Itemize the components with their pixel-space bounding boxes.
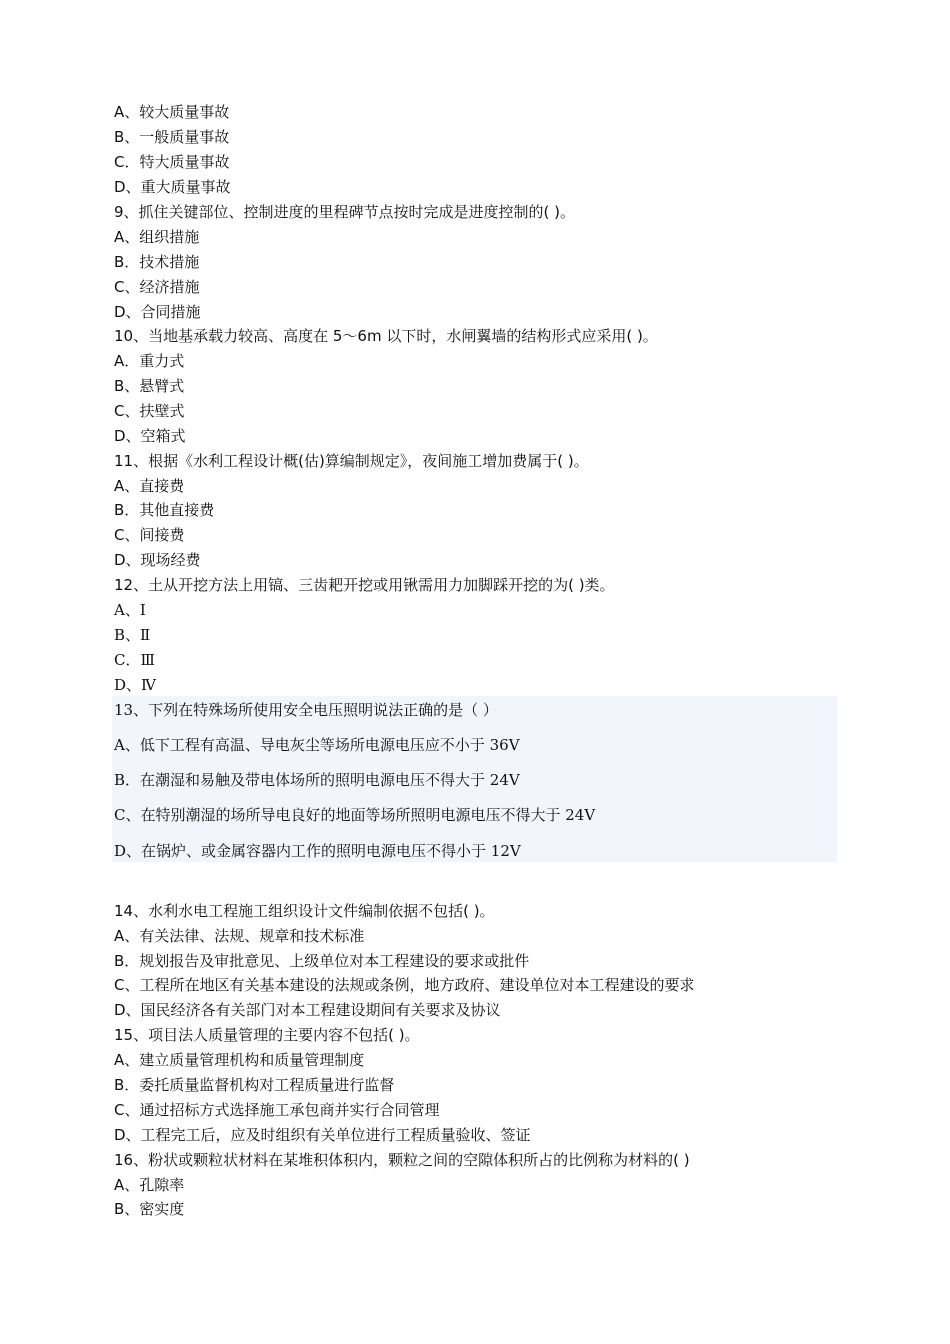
q10-option-d: D、空箱式 — [114, 427, 186, 445]
q10-option-b: B、悬臂式 — [114, 377, 185, 395]
q15-option-c: C、通过招标方式选择施工承包商并实行合同管理 — [114, 1101, 440, 1119]
q9-option-c: C、经济措施 — [114, 278, 200, 296]
q13-option-d: D、在锅炉、或金属容器内工作的照明电源电压不得小于 12V — [114, 842, 521, 860]
q12-option-c: C．Ⅲ — [114, 651, 155, 669]
q13-option-a: A、低下工程有高温、导电灰尘等场所电源电压应不小于 36V — [114, 736, 520, 754]
prev-option-d: D、重大质量事故 — [114, 178, 231, 196]
q14-option-a: A、有关法律、法规、规章和技术标准 — [114, 927, 365, 945]
q10-option-c: C、扶壁式 — [114, 402, 185, 420]
q14-option-b: B．规划报告及审批意见、上级单位对本工程建设的要求或批件 — [114, 952, 530, 970]
q12-option-d: D、Ⅳ — [114, 676, 157, 694]
prev-option-c: C．特大质量事故 — [114, 153, 230, 171]
q14-option-c: C、工程所在地区有关基本建设的法规或条例，地方政府、建设单位对本工程建设的要求 — [114, 976, 695, 994]
question-11: 11、根据《水利工程设计概(估)算编制规定》，夜间施工增加费属于( )。 — [114, 452, 589, 470]
prev-option-a: A、较大质量事故 — [114, 103, 230, 121]
prev-option-b: B、一般质量事故 — [114, 128, 230, 146]
q11-option-c: C、间接费 — [114, 526, 185, 544]
q9-option-b: B．技术措施 — [114, 253, 200, 271]
q12-option-b: B、Ⅱ — [114, 626, 151, 644]
q13-option-c: C、在特别潮湿的场所导电良好的地面等场所照明电源电压不得大于 24V — [114, 806, 596, 824]
question-13: 13、下列在特殊场所使用安全电压照明说法正确的是（ ） — [114, 701, 498, 719]
q11-option-d: D、现场经费 — [114, 551, 201, 569]
q15-option-a: A、建立质量管理机构和质量管理制度 — [114, 1051, 365, 1069]
question-15: 15、项目法人质量管理的主要内容不包括( )。 — [114, 1026, 420, 1044]
question-10: 10、当地基承载力较高、高度在 5～6m 以下时，水闸翼墙的结构形式应采用( )。 — [114, 327, 658, 345]
q10-option-a: A．重力式 — [114, 352, 185, 370]
q9-option-d: D、合同措施 — [114, 303, 201, 321]
q9-option-a: A、组织措施 — [114, 228, 200, 246]
question-12: 12、土从开挖方法上用镐、三齿耙开挖或用锹需用力加脚踩开挖的为( )类。 — [114, 576, 615, 594]
q11-option-b: B．其他直接费 — [114, 501, 215, 519]
q12-option-a: A、Ⅰ — [114, 601, 146, 619]
q14-option-d: D、国民经济各有关部门对本工程建设期间有关要求及协议 — [114, 1001, 501, 1019]
question-16: 16、粉状或颗粒状材料在某堆积体积内，颗粒之间的空隙体积所占的比例称为材料的( ) — [114, 1151, 690, 1169]
question-9: 9、抓住关键部位、控制进度的里程碑节点按时完成是进度控制的( )。 — [114, 203, 576, 221]
q13-option-b: B．在潮湿和易触及带电体场所的照明电源电压不得大于 24V — [114, 771, 520, 789]
question-14: 14、水利水电工程施工组织设计文件编制依据不包括( )。 — [114, 902, 495, 920]
q15-option-d: D、工程完工后，应及时组织有关单位进行工程质量验收、签证 — [114, 1126, 531, 1144]
q16-option-a: A、孔隙率 — [114, 1176, 185, 1194]
q11-option-a: A、直接费 — [114, 477, 185, 495]
q16-option-b: B、密实度 — [114, 1200, 185, 1218]
q15-option-b: B．委托质量监督机构对工程质量进行监督 — [114, 1076, 395, 1094]
